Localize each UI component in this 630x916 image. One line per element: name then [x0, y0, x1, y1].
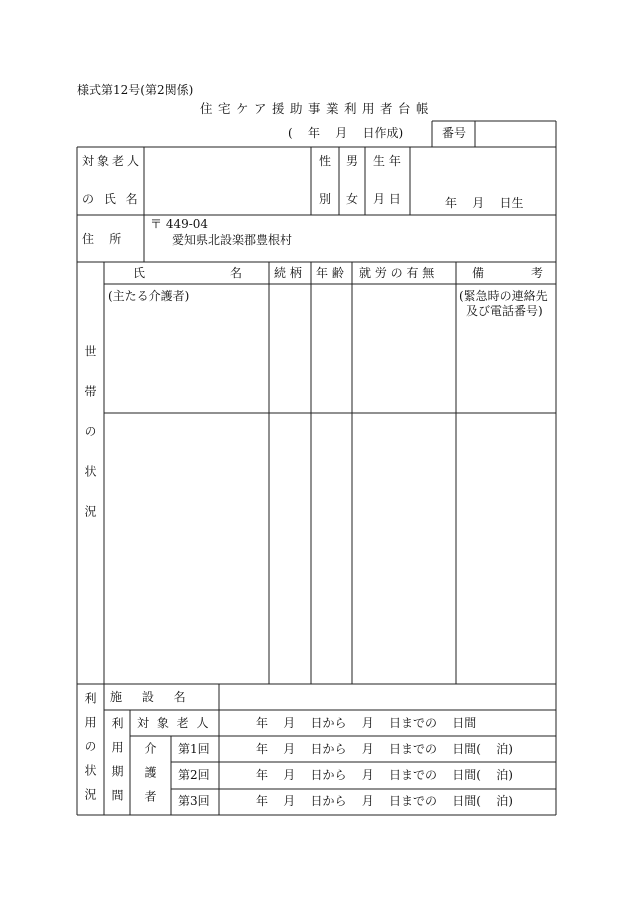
gender-male: 男	[346, 154, 359, 168]
col-relation: 続 柄	[274, 266, 302, 280]
carer-label: 介護者	[143, 742, 157, 814]
page-title: 住宅ケア援助事業利用者台帳	[200, 101, 435, 116]
elder-row-label: 対 象 老 人	[137, 716, 211, 730]
col-note-2: 考	[531, 266, 544, 280]
round-2-label: 第2回	[178, 768, 210, 782]
round-3-label: 第3回	[178, 794, 210, 808]
emergency-contact-label-1: (緊急時の連絡先	[459, 289, 548, 303]
gender-label-2: 別	[319, 192, 332, 206]
col-note-1: 備	[472, 266, 485, 280]
elder-name-label-2: の 氏 名	[82, 192, 141, 206]
col-name-2: 名	[230, 266, 243, 280]
number-label: 番号	[442, 126, 467, 140]
usage-label: 利用の状況	[83, 692, 97, 812]
col-name-1: 氏	[133, 266, 146, 280]
birth-label-1: 生 年	[373, 154, 401, 168]
postal-code: 〒 449-04	[150, 217, 209, 231]
gender-label-1: 性	[319, 154, 332, 168]
elder-name-label-1: 対象老人	[82, 154, 143, 168]
period-label: 利用期間	[110, 717, 124, 813]
caregiver-label: (主たる介護者)	[108, 289, 190, 303]
creation-date: ( 年 月 日作成)	[288, 126, 404, 140]
round-1-period: 年 月 日から 月 日までの 日間( 泊)	[256, 742, 513, 756]
birth-date-format: 年 月 日生	[445, 196, 524, 210]
col-work: 就 労 の 有 無	[359, 266, 435, 280]
form-number: 様式第12号(第2関係)	[77, 83, 194, 97]
emergency-contact-label-2: 及び電話番号)	[466, 304, 543, 318]
elder-period: 年 月 日から 月 日までの 日間	[256, 716, 477, 730]
household-label: 世帯の状況	[83, 345, 97, 545]
gender-female: 女	[346, 192, 359, 206]
address-text: 愛知県北設楽郡豊根村	[172, 233, 293, 247]
facility-label: 施 設 名	[110, 690, 194, 704]
round-1-label: 第1回	[178, 742, 210, 756]
address-label: 住 所	[82, 232, 122, 246]
round-3-period: 年 月 日から 月 日までの 日間( 泊)	[256, 794, 513, 808]
round-2-period: 年 月 日から 月 日までの 日間( 泊)	[256, 768, 513, 782]
birth-label-2: 月 日	[373, 192, 401, 206]
col-age: 年 齢	[316, 266, 344, 280]
